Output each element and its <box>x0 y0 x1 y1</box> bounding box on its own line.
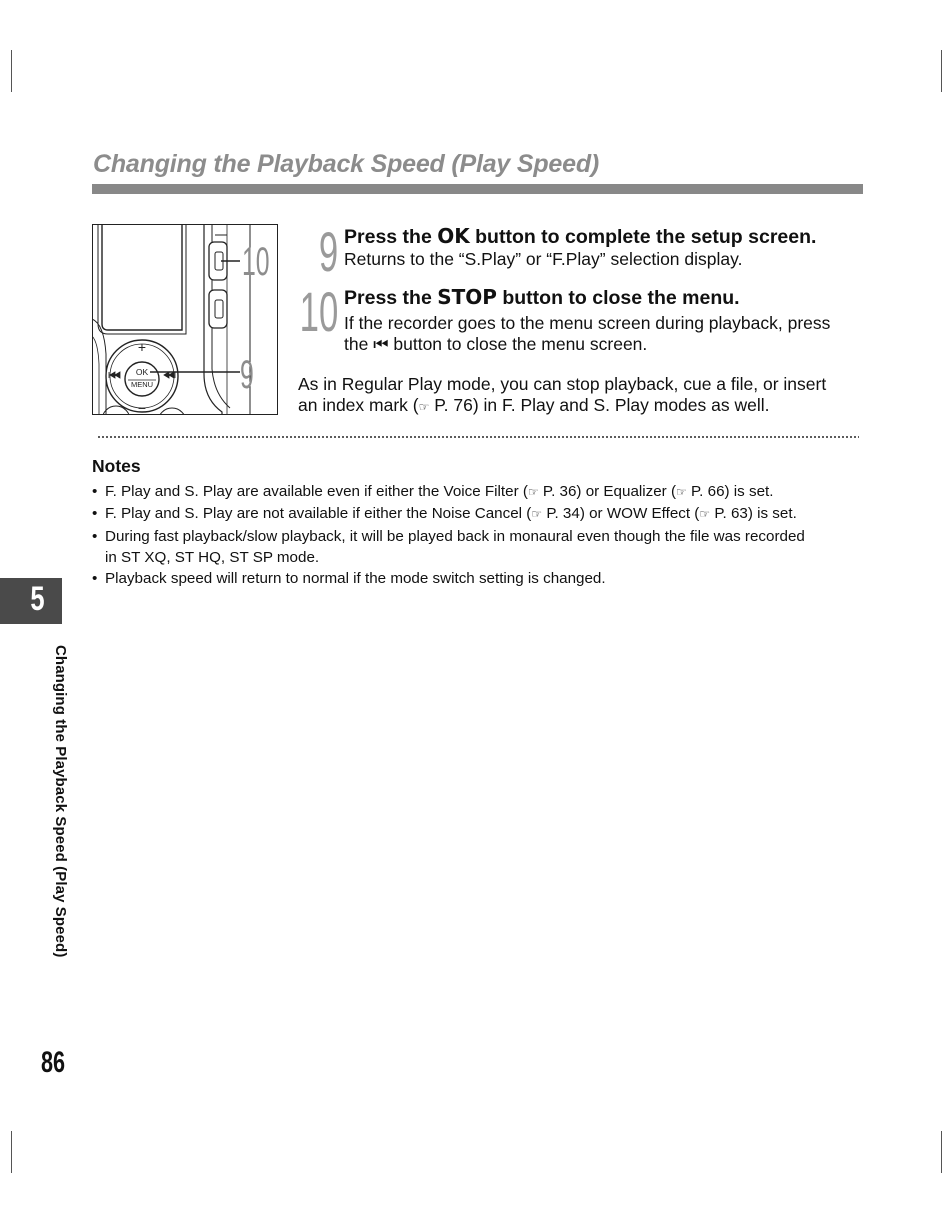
crop-mark-bottom-left <box>11 1131 12 1173</box>
note-text: Playback speed will return to normal if the mode switch setting is changed. <box>105 570 606 588</box>
step-number-10: 10 <box>299 280 338 343</box>
list-item <box>92 481 867 503</box>
paragraph-line2-pre: an index mark ( <box>298 395 419 415</box>
step-9-heading <box>344 224 816 249</box>
page-reference-icon: ☞ <box>676 485 687 499</box>
note-text: P. 66) is set. <box>686 483 774 500</box>
body-paragraph <box>298 374 868 418</box>
side-section-title: Changing the Playback Speed (Play Speed) <box>52 645 69 958</box>
page-reference-icon: ☞ <box>418 400 430 414</box>
ok-button-label: OK <box>135 367 149 377</box>
note-text: P. 34) or WOW Effect ( <box>542 505 700 523</box>
note-text: F. Play and S. Play are available even if either the Voice Filter ( <box>105 483 528 500</box>
note-text: F. Play and S. Play are not available if either the Noise Cancel ( <box>105 505 532 523</box>
chapter-tab <box>0 578 62 624</box>
paragraph-line2-post: P. 76) in F. Play and S. Play modes as well. <box>429 395 770 415</box>
page-reference-icon: ☞ <box>531 507 543 522</box>
notes-list <box>92 481 867 589</box>
menu-button-label: MENU <box>130 380 154 389</box>
bullet: • <box>92 570 98 588</box>
crop-mark-bottom-right <box>941 1131 942 1173</box>
callout-10: 10 <box>242 240 270 285</box>
page-title: Changing the Playback Speed (Play Speed) <box>93 150 600 178</box>
step-10-line2-post: button to close the menu screen. <box>388 334 648 354</box>
notes-heading: Notes <box>92 456 141 476</box>
list-item <box>92 568 867 589</box>
bullet: • <box>92 527 98 545</box>
page-reference-icon: ☞ <box>527 485 539 499</box>
title-rule <box>92 184 863 194</box>
plus-label: + <box>137 339 147 355</box>
callout-9: 9 <box>240 353 254 398</box>
step-10-heading-pre: Press the <box>344 287 438 309</box>
note-text: in ST XQ, ST HQ, ST SP mode. <box>105 548 320 566</box>
paragraph-line1: As in Regular Play mode, you can stop playback, cue a file, or insert <box>298 374 827 394</box>
minus-label: − <box>137 400 147 415</box>
chapter-number: 5 <box>30 580 45 618</box>
step-10-body-line2 <box>344 334 869 356</box>
crop-mark-top-left <box>11 50 12 92</box>
step-10-heading-post: button to close the menu. <box>496 287 740 309</box>
stop-button-name: STOP <box>437 285 497 309</box>
recorder-drawing <box>92 224 278 415</box>
bullet: • <box>92 505 98 523</box>
crop-mark-top-right <box>941 50 942 92</box>
step-10-body <box>344 313 869 356</box>
list-item <box>92 503 867 525</box>
note-text: P. 36) or Equalizer ( <box>538 483 677 500</box>
paragraph-line2 <box>298 395 868 418</box>
step-number-9: 9 <box>318 220 338 283</box>
page-number: 86 <box>41 1046 66 1079</box>
ok-button-name: OK <box>437 224 470 248</box>
step-9-heading-post: button to complete the setup screen. <box>469 226 817 248</box>
step-10-body-line1: If the recorder goes to the menu screen during playback, press <box>344 313 831 333</box>
skip-back-icon: ⏮ <box>373 335 389 355</box>
step-10-line2-pre: the <box>344 334 374 354</box>
bullet: • <box>92 483 98 500</box>
step-9-body: Returns to the “S.Play” or “F.Play” selection display. <box>344 249 743 269</box>
note-text: P. 63) is set. <box>710 505 797 523</box>
note-text: During fast playback/slow playback, it will be played back in monaural even though the file was recorded <box>105 527 805 545</box>
step-9-heading-pre: Press the <box>344 226 438 248</box>
step-10-heading <box>344 285 740 310</box>
dotted-separator <box>97 436 859 438</box>
recorder-illustration <box>92 224 278 415</box>
list-item <box>92 526 867 569</box>
page-reference-icon: ☞ <box>699 507 711 522</box>
